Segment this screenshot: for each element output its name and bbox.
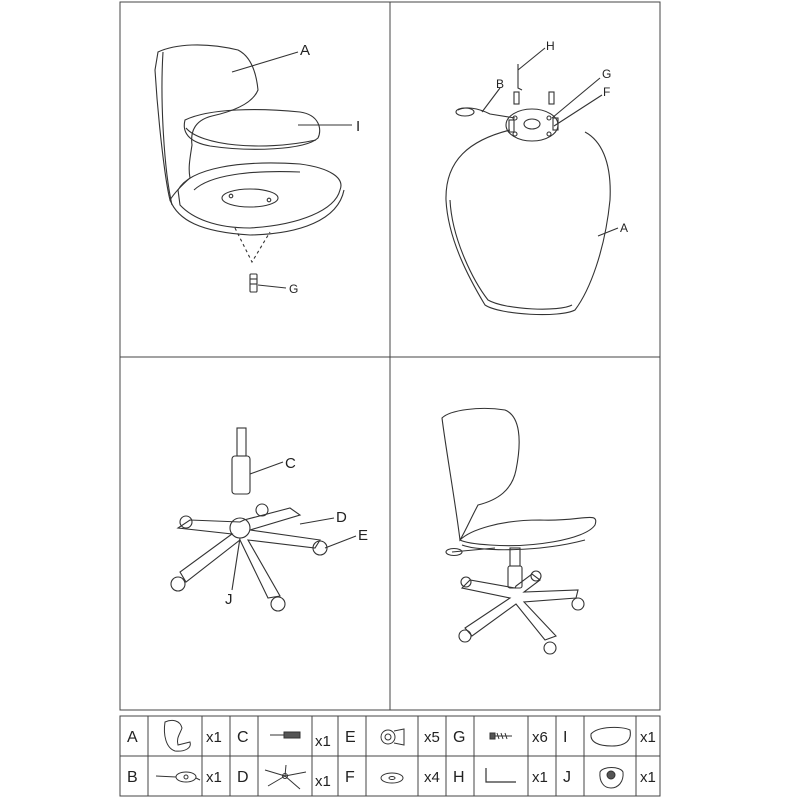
label-base: D	[336, 509, 347, 526]
part-letter: C	[237, 729, 249, 746]
part-letter: J	[563, 769, 571, 786]
part-letter: D	[237, 769, 249, 786]
label-gas-lift: C	[285, 455, 296, 472]
gas-lift-drawing	[237, 428, 246, 456]
step-3-panel	[171, 428, 356, 611]
seat-shell-icon	[164, 720, 190, 751]
assembled-chair-drawing	[442, 408, 519, 540]
base-cover-icon	[600, 768, 623, 789]
panel-grid	[120, 2, 660, 710]
parts-table	[120, 716, 660, 796]
cushion-icon	[591, 727, 630, 746]
inverted-shell-drawing	[446, 130, 610, 315]
label-screw: G	[289, 282, 299, 296]
label-allen-key: H	[546, 39, 555, 53]
parts-row-2	[127, 765, 656, 790]
part-qty: x1	[206, 769, 222, 786]
part-letter: F	[345, 769, 355, 786]
caster-icon	[381, 729, 404, 745]
part-qty: x6	[532, 729, 548, 746]
label-plate: F	[603, 85, 611, 99]
part-qty: x1	[315, 733, 331, 750]
label-seat-shell: A	[300, 42, 311, 59]
gas-lift-icon	[270, 732, 300, 738]
star-base-drawing	[178, 508, 320, 598]
allen-key-icon	[486, 768, 516, 782]
washer-icon	[381, 773, 403, 783]
label-cover: J	[225, 591, 233, 608]
label-screw-2: G	[602, 67, 612, 81]
screw-icon	[490, 733, 512, 739]
lever-plate-icon	[156, 772, 200, 782]
part-letter: I	[563, 729, 568, 746]
part-qty: x1	[532, 769, 548, 786]
seat-shell-drawing	[155, 45, 258, 200]
part-letter: A	[127, 729, 138, 746]
part-qty: x1	[206, 729, 222, 746]
part-letter: H	[453, 769, 465, 786]
step-1-panel	[155, 45, 352, 292]
part-qty: x4	[424, 769, 440, 786]
label-lever: B	[496, 77, 505, 91]
part-qty: x1	[640, 769, 656, 786]
step-2-panel	[446, 48, 618, 315]
step-4-panel	[442, 408, 596, 654]
part-qty: x1	[640, 729, 656, 746]
step-3-labels	[225, 455, 368, 608]
label-cushion: I	[356, 118, 361, 135]
label-caster: E	[358, 527, 369, 544]
part-letter: E	[345, 729, 356, 746]
part-letter: B	[127, 769, 138, 786]
parts-row-1	[127, 720, 656, 751]
step-1-labels	[289, 42, 360, 296]
star-base-icon	[265, 765, 306, 789]
part-qty: x5	[424, 729, 440, 746]
part-qty: x1	[315, 773, 331, 790]
label-shell: A	[620, 221, 629, 235]
part-letter: G	[453, 729, 466, 746]
